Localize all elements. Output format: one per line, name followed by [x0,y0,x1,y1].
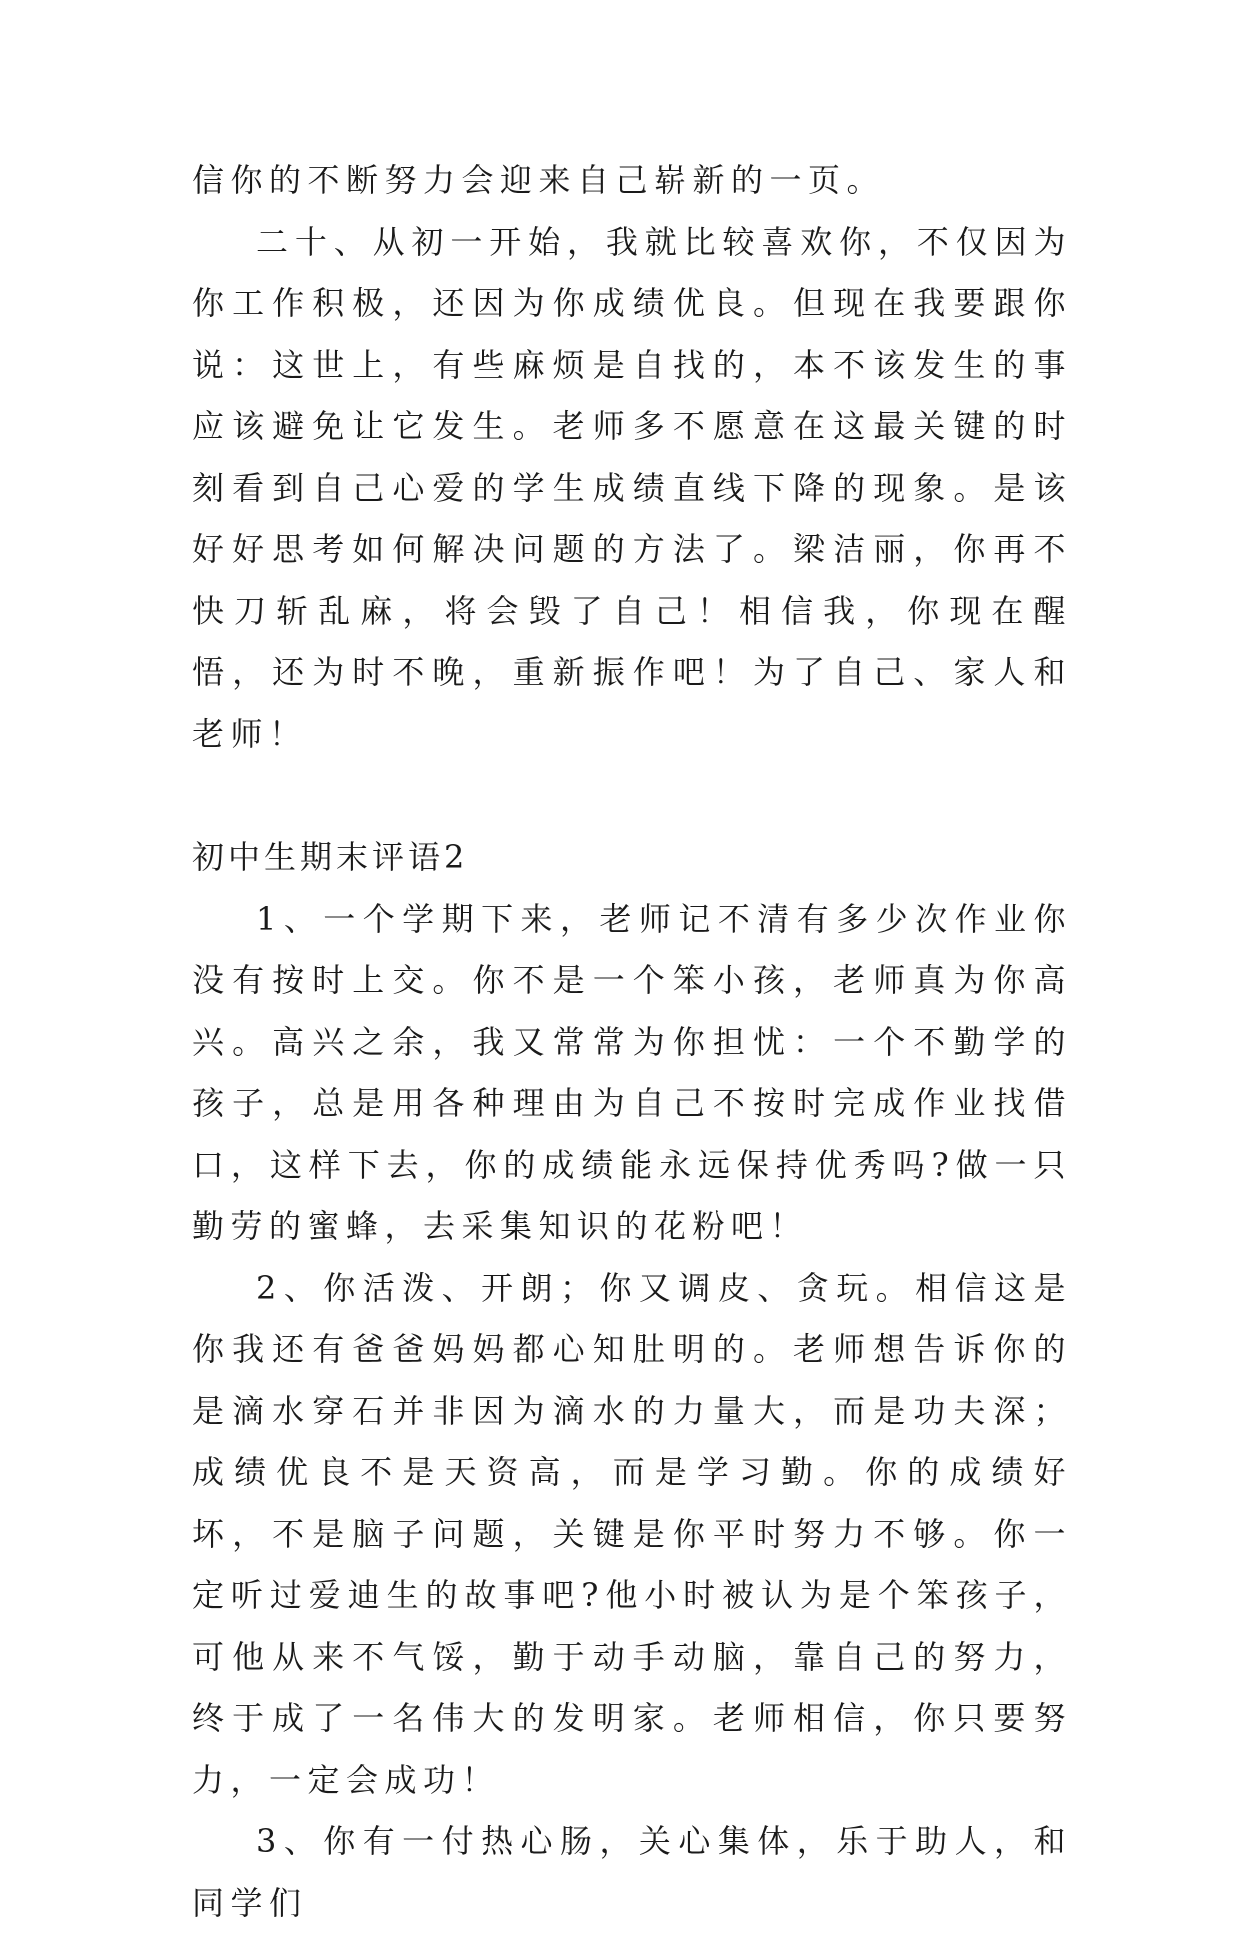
comment-item-3: 3、你有一付热心肠，关心集体，乐于助人，和同学们 [192,1822,1072,1922]
document-body [192,150,1072,1934]
comment-item-20: 二十、从初一开始，我就比较喜欢你，不仅因为你工作积极，还因为你成绩优良。但现在我要跟你说：这世上，有些麻烦是自找的，本不该发生的事应该避免让它发生。老师多不愿意在这最关键的时刻看到自己心爱的学生成绩直线下降的现象。是该好好思考如何解决问题的方法了。梁洁丽，你再不快刀斩乱麻，将会毁了自己！相信我，你现在醒悟，还为时不晚，重新振作吧！为了自己、家人和老师！ [192,222,1072,753]
continuation-paragraph: 信你的不断努力会迎来自己崭新的一页。 [192,161,886,199]
comment-item-2: 2、你活泼、开朗；你又调皮、贪玩。相信这是你我还有爸爸妈妈都心知肚明的。老师想告诉你的是滴水穿石并非因为滴水的力量大，而是功夫深；成绩优良不是天资高，而是学习勤。你的成绩好坏，不是脑子问题，关键是你平时努力不够。你一定听过爱迪生的故事吧?他小时被认为是个笨孩子，可他从来不气馁，勤于动手动脑，靠自己的努力，终于成了一名伟大的发明家。老师相信，你只要努力，一定会成功！ [192,1268,1072,1799]
comment-item-1: 1、一个学期下来，老师记不清有多少次作业你没有按时上交。你不是一个笨小孩，老师真为你高兴。高兴之余，我又常常为你担忧：一个不勤学的孩子，总是用各种理由为自己不按时完成作业找借口，这样下去，你的成绩能永远保持优秀吗?做一只勤劳的蜜蜂，去采集知识的花粉吧！ [192,899,1072,1245]
section-title: 初中生期末评语2 [192,838,469,876]
